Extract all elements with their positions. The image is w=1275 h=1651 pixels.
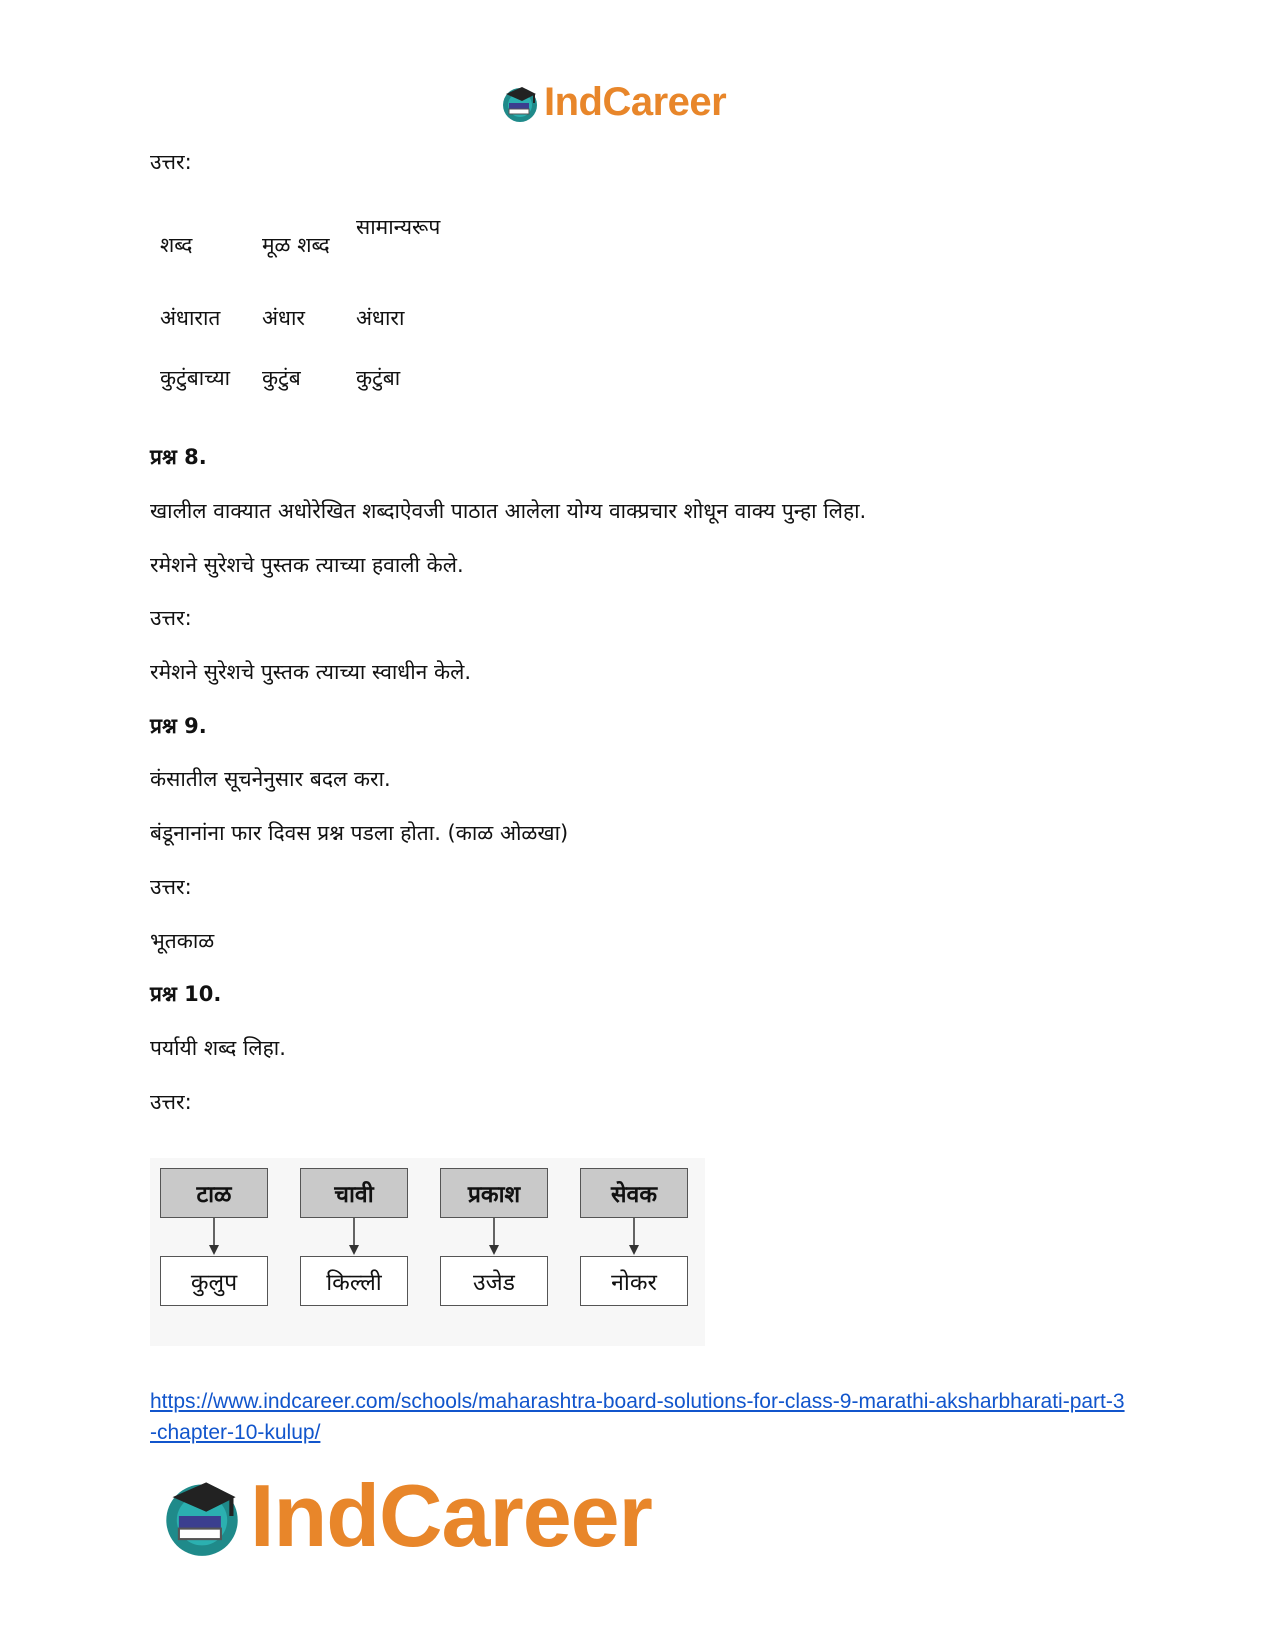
word-box: चावी	[300, 1168, 408, 1218]
table-cell: अंधार	[262, 306, 305, 330]
table-cell: कुटुंबा	[356, 366, 401, 390]
question-8-instruction: खालील वाक्यात अधोरेखित शब्दाऐवजी पाठात आलेला योग्य वाक्प्रचार शोधून वाक्य पुन्हा लिहा.	[150, 499, 867, 523]
question-9-label: प्रश्न 9.	[150, 714, 207, 738]
down-arrow-icon	[208, 1218, 220, 1256]
table-row	[150, 278, 452, 358]
question-10-instruction: पर्यायी शब्द लिहा.	[150, 1036, 286, 1060]
question-9-sentence: बंडूनानांना फार दिवस प्रश्न पडला होता. (काळ ओळखा)	[150, 821, 569, 845]
down-arrow-icon	[628, 1218, 640, 1256]
answer-label: उत्तर:	[150, 150, 192, 174]
down-arrow-icon	[348, 1218, 360, 1256]
graduation-globe-icon	[160, 1474, 244, 1558]
table-header-cell: मूळ शब्द	[262, 233, 330, 257]
table-header-cell: शब्द	[160, 233, 193, 257]
table-header-cell: सामान्यरूप	[356, 215, 441, 239]
word-box: सेवक	[580, 1168, 688, 1218]
source-link[interactable]: https://www.indcareer.com/schools/maharashtra-board-solutions-for-class-9-marathi-aksharbharati-part-3-chapter-10-kulup/	[150, 1390, 1125, 1444]
table-cell: कुटुंब	[262, 366, 301, 390]
down-arrow-icon	[488, 1218, 500, 1256]
table-cell: कुटुंबाच्या	[160, 366, 231, 390]
synonym-box: कुलुप	[160, 1256, 268, 1306]
question-9-answer: भूतकाळ	[150, 929, 215, 953]
synonym-box: किल्ली	[300, 1256, 408, 1306]
question-9-instruction: कंसातील सूचनेनुसार बदल करा.	[150, 767, 391, 791]
table-row	[150, 358, 452, 398]
indcareer-logo-top	[500, 80, 726, 125]
table-cell: अंधारा	[356, 306, 405, 330]
answer-label: उत्तर:	[150, 1090, 192, 1114]
table-cell: अंधारात	[160, 306, 221, 330]
question-8-label: प्रश्न 8.	[150, 445, 207, 469]
indcareer-logo-bottom	[160, 1465, 652, 1567]
graduation-globe-icon	[500, 83, 540, 123]
word-box: प्रकाश	[440, 1168, 548, 1218]
brand-name: IndCareer	[544, 80, 727, 124]
table-header-row	[150, 212, 452, 278]
brand-name: IndCareer	[250, 1466, 652, 1565]
synonym-box: नोकर	[580, 1256, 688, 1306]
synonym-diagram	[150, 1158, 705, 1346]
question-8-answer: रमेशने सुरेशचे पुस्तक त्याच्या स्वाधीन केले.	[150, 660, 472, 684]
answer-label: उत्तर:	[150, 875, 192, 899]
synonym-box: उजेड	[440, 1256, 548, 1306]
word-forms-table	[150, 212, 452, 398]
question-10-label: प्रश्न 10.	[150, 982, 222, 1006]
answer-label: उत्तर:	[150, 606, 192, 630]
word-box: टाळ	[160, 1168, 268, 1218]
question-8-sentence: रमेशने सुरेशचे पुस्तक त्याच्या हवाली केले.	[150, 553, 464, 577]
